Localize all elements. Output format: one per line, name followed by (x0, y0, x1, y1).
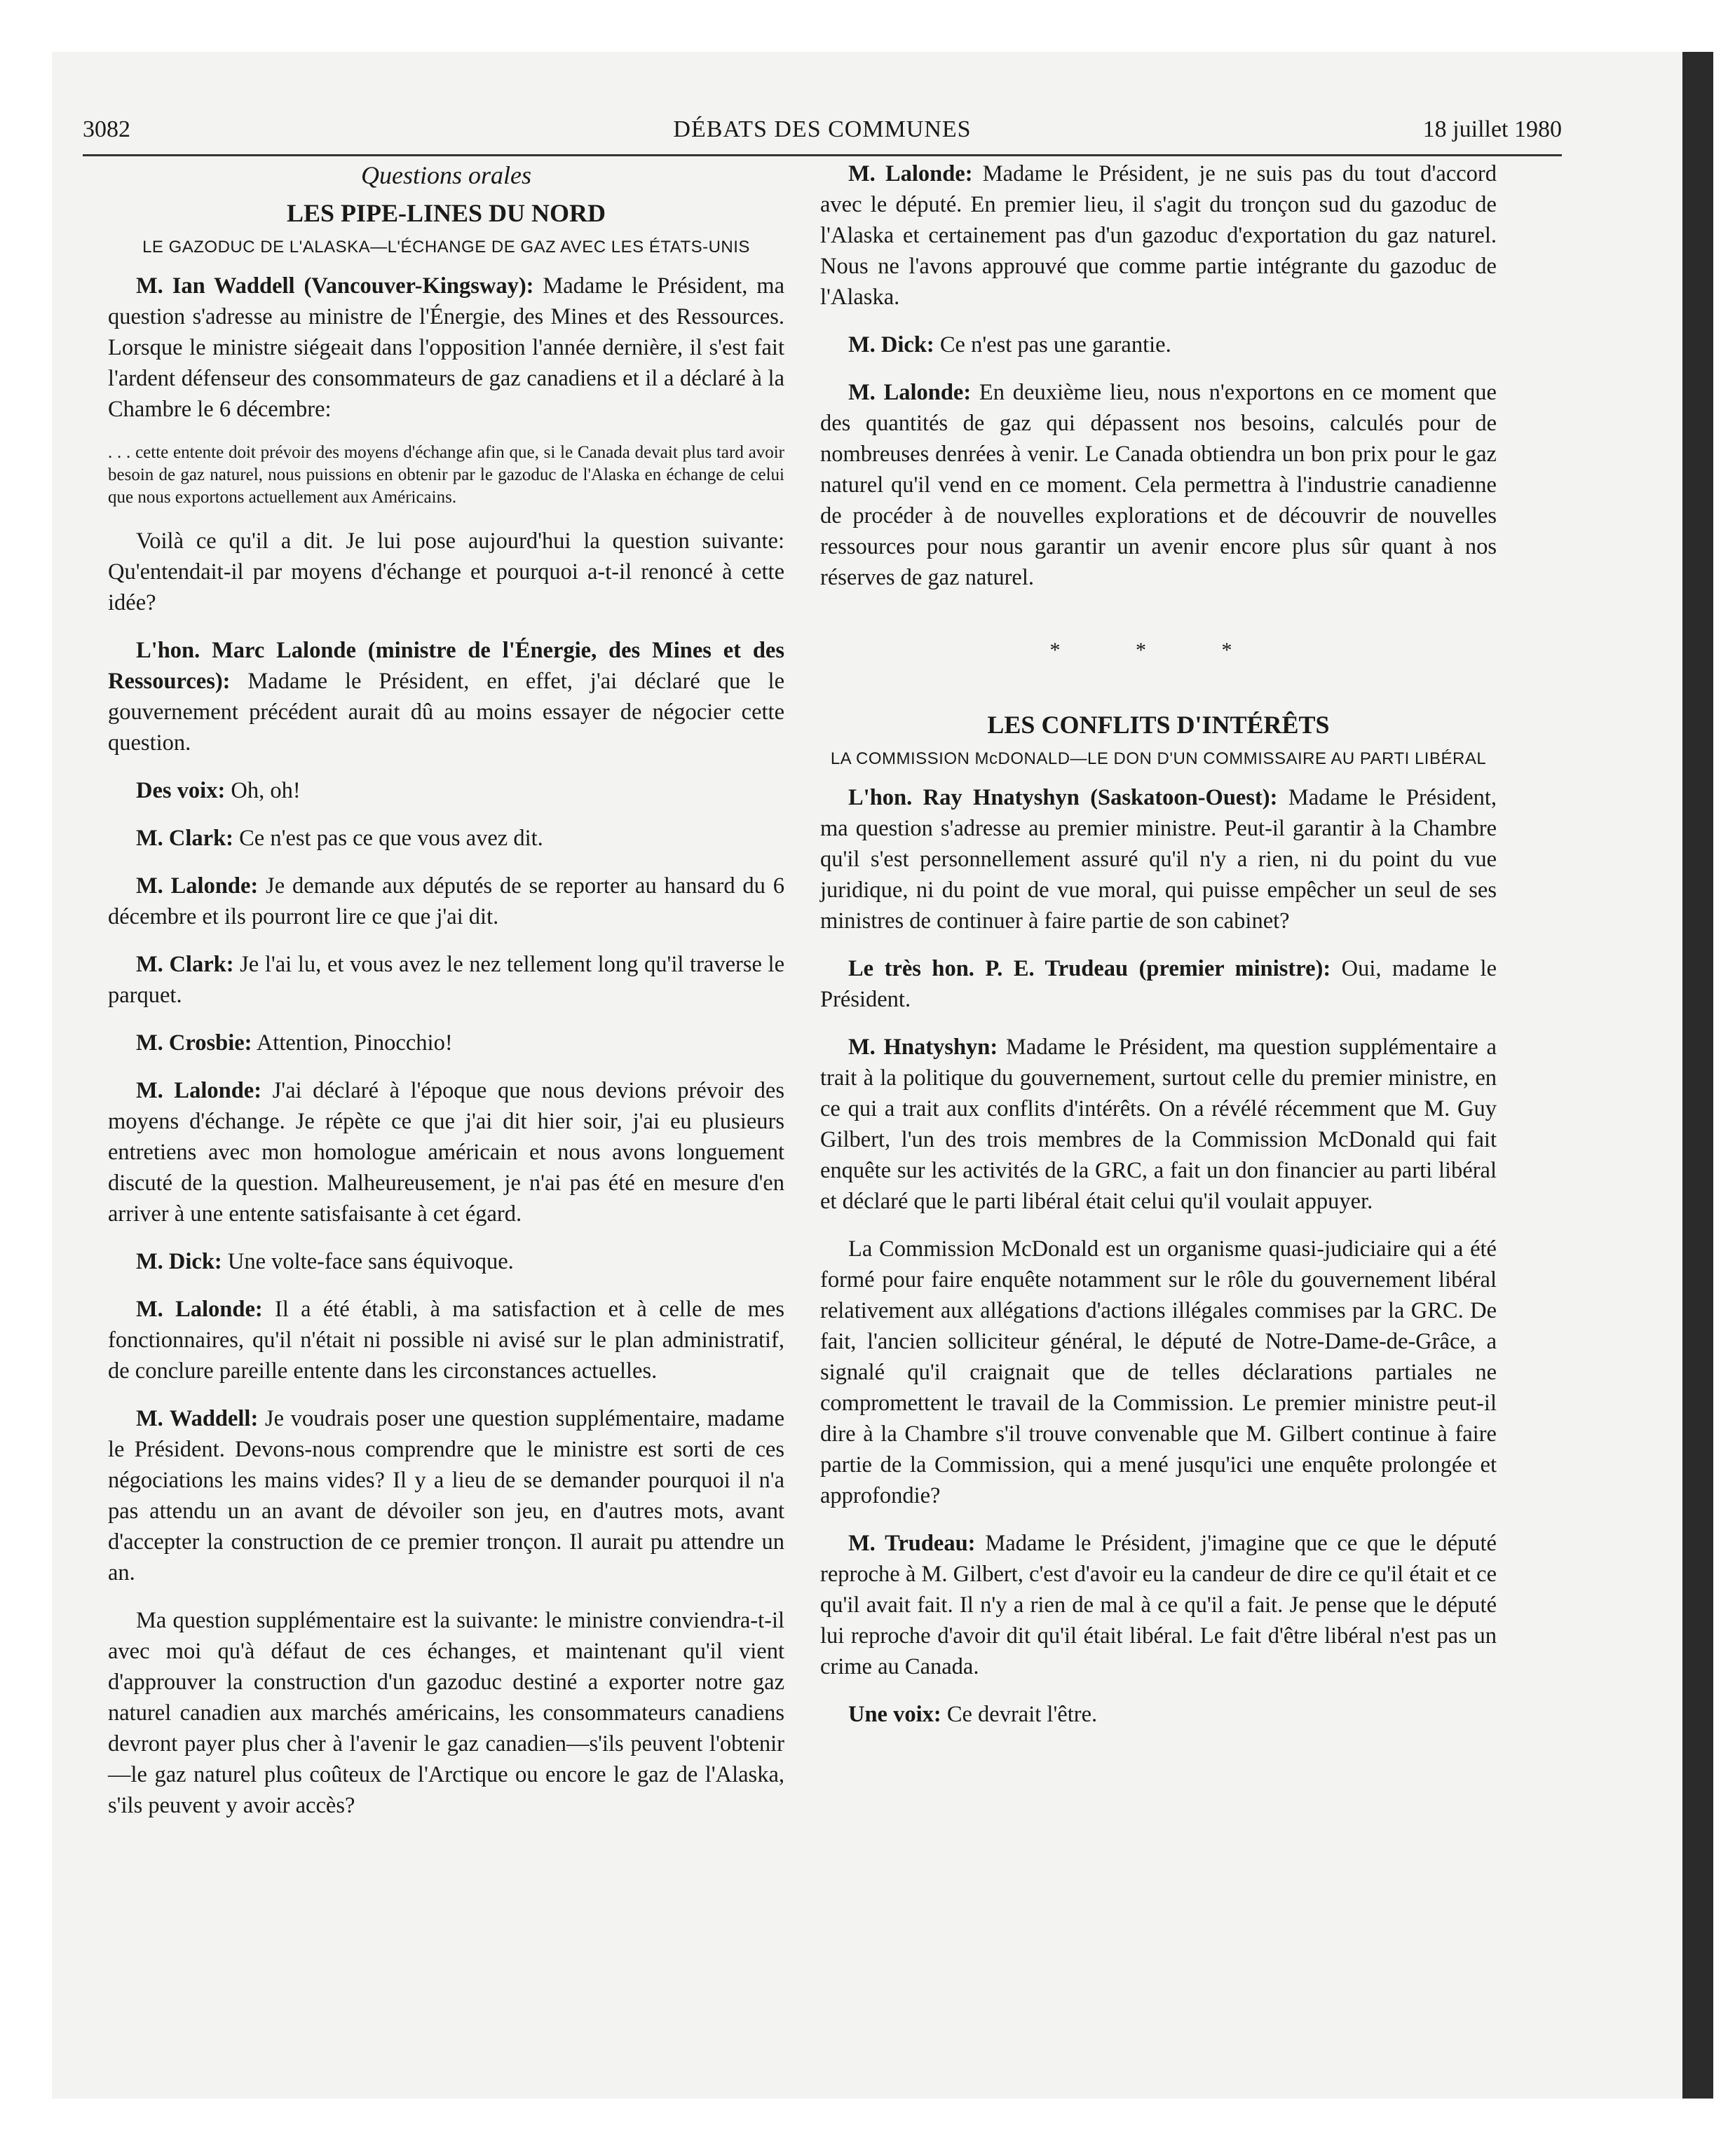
speaker: L'hon. Ray Hnatyshyn (Saskatoon-Ouest): (848, 785, 1278, 810)
speech-paragraph (108, 1605, 784, 1821)
speech-paragraph (108, 1246, 784, 1277)
scan-edge-bar (1682, 52, 1713, 2099)
speech-paragraph (820, 953, 1497, 1015)
speaker: M. Hnatyshyn: (848, 1035, 998, 1060)
speaker: Des voix: (136, 778, 226, 803)
speech-text: Madame le Président, ma question supplémentaire a trait à la politique du gouvernement, surtout celle du premier ministre, en ce qui a trait aux conflits d'intérêts. On a révélé récemment que M. Guy Gilbert, l'un des trois membres de la Commission McDonald qui fait enquête sur les activités de la GRC, a fait un don financier au parti libéral et déclaré que le parti libéral était celui qu'il voulait appuyer. (820, 1035, 1497, 1214)
quoted-passage: . . . cette entente doit prévoir des moyens d'échange afin que, si le Canada devait plus tard avoir besoin de gaz naturel, nous puissions en obtenir par le gazoduc de l'Alaska en échange de celui que nous exportons actuellement aux Américains. (108, 443, 784, 507)
section-label: Questions orales (361, 161, 531, 189)
speech-paragraph (820, 782, 1497, 936)
publication-title: DÉBATS DES COMMUNES (673, 116, 972, 142)
speech-text: Une volte-face sans équivoque. (222, 1249, 514, 1274)
speech-paragraph (820, 1032, 1497, 1217)
speech-text: Je demande aux députés de se reporter au hansard du 6 décembre et ils pourront lire ce que j'ai dit. (108, 873, 785, 929)
speaker: M. Waddell: (136, 1406, 259, 1431)
speech-text: Madame le Président, j'imagine que ce que le député reproche à M. Gilbert, c'est d'avoir eu la candeur de dire ce qu'il était et ce qu'il avait fait. Il n'y a rien de mal à ce qu'il a fait. Je pense que le député lui reproche d'avoir dit qu'il était libéral. Le fait d'être libéral n'est pas un crime au Canada. (820, 1531, 1497, 1679)
speech-text: Madame le Président, je ne suis pas du tout d'accord avec le député. En premier lieu, il s'agit du tronçon sud du gazoduc de l'Alaska et certainement pas d'un gazoduc d'exportation du gaz naturel. Nous ne l'avons approuvé que comme partie intégrante du gazoduc de l'Alaska. (820, 161, 1497, 310)
speech-paragraph (820, 1234, 1497, 1511)
speech-text: Madame le Président, en effet, j'ai déclaré que le gouvernement précédent aurait dû au moins essayer de négocier cette question. (108, 669, 784, 756)
speech-paragraph (108, 1028, 784, 1058)
section-title: LES PIPE-LINES DU NORD (286, 199, 606, 227)
speech-text: Ce devrait l'être. (941, 1702, 1098, 1727)
speech-text: Madame le Président, ma question s'adresse au ministre de l'Énergie, des Mines et des Ressources. Lorsque le ministre siégeait dans l'opposition l'année dernière, il s'est fait l'ardent défenseur des consommateurs de gaz canadiens et il a déclaré à la Chambre le 6 décembre: (108, 273, 784, 422)
speaker: M. Lalonde: (848, 380, 972, 405)
speech-paragraph (108, 635, 784, 758)
speaker: M. Lalonde: (136, 1078, 262, 1103)
section-separator: * * * (1049, 639, 1267, 662)
page-number: 3082 (83, 116, 130, 142)
speaker: M. Ian Waddell (Vancouver-Kingsway): (136, 273, 534, 299)
speech-paragraph (108, 871, 784, 932)
speech-text: Ma question supplémentaire est la suivante: le ministre conviendra-t-il avec moi qu'à défaut de ces échanges, et maintenant qu'il vient d'approuver la construction d'un gazoduc destiné a exporter notre gaz naturel canadien aux marchés américains, les consommateurs canadiens devront payer plus cher à l'avenir le gaz canadien—s'ils peuvent l'obtenir—le gaz naturel plus coûteux de l'Arctique ou encore le gaz de l'Alaska, s'ils peuvent y avoir accès? (108, 1608, 784, 1818)
speech-paragraph (108, 949, 784, 1011)
speaker: M. Dick: (136, 1249, 222, 1274)
page-header (83, 112, 1562, 156)
speaker: M. Lalonde: (848, 161, 973, 186)
speaker: M. Dick: (848, 332, 934, 357)
speech-paragraph (820, 329, 1497, 360)
section-title: LES CONFLITS D'INTÉRÊTS (987, 711, 1330, 739)
page-date: 18 juillet 1980 (1422, 116, 1562, 142)
speech-text: Attention, Pinocchio! (252, 1030, 453, 1056)
speaker: M. Lalonde: (136, 873, 259, 899)
speech-paragraph (820, 158, 1497, 313)
speaker: Le très hon. P. E. Trudeau (premier ministre): (848, 956, 1331, 981)
speaker: M. Lalonde: (136, 1297, 263, 1322)
speech-text: Madame le Président, ma question s'adresse au premier ministre. Peut-il garantir à la Chambre qu'il s'est personnellement assuré qu'il n'y a rien, ni du point du vue juridique, ni du point de vue moral, qui puisse empêcher un seul de ses ministres de continuer à faire partie de son cabinet? (820, 785, 1497, 934)
speech-text: Oui, madame le Président. (820, 956, 1497, 1012)
speech-paragraph (108, 526, 784, 618)
right-column (820, 158, 1497, 1747)
speech-paragraph (108, 1403, 784, 1588)
speech-text: Je voudrais poser une question supplémentaire, madame le Président. Devons-nous comprendre que le ministre est sorti de ces négociations les mains vides? Il y a lieu de se demander pourquoi il n'a pas attendu un an avant de dévoiler son jeu, en d'autres mots, avant d'accepter la construction de ce premier tronçon. Il aurait pu attendre un an. (108, 1406, 784, 1585)
speech-text: J'ai déclaré à l'époque que nous devions prévoir des moyens d'échange. Je répète ce que j'ai dit hier soir, j'ai eu plusieurs entretiens avec mon homologue américain et nous avons longuement discuté de la question. Malheureusement, je n'ai pas été en mesure d'en arriver à une entente satisfaisante à cet égard. (108, 1078, 784, 1227)
speech-text: Ce n'est pas ce que vous avez dit. (233, 826, 543, 851)
speaker: L'hon. Marc Lalonde (ministre de l'Énergie, des Mines et des Ressources): (108, 638, 784, 694)
speech-paragraph (108, 271, 784, 425)
speech-paragraph (108, 775, 784, 806)
speaker: Une voix: (848, 1702, 941, 1727)
left-column (108, 158, 784, 1838)
speech-text: Il a été établi, à ma satisfaction et à celle de mes fonctionnaires, qu'il n'était ni possible ni avisé sur le plan administratif, de conclure pareille entente dans les circonstances actuelles. (108, 1297, 785, 1384)
speech-text: Oh, oh! (225, 778, 301, 803)
speaker: M. Clark: (136, 952, 234, 977)
section-subtitle: LA COMMISSION McDONALD—LE DON D'UN COMMISSAIRE AU PARTI LIBÉRAL (830, 749, 1487, 768)
speech-paragraph (108, 1075, 784, 1229)
speaker: M. Crosbie: (136, 1030, 252, 1056)
speech-text: Je l'ai lu, et vous avez le nez tellement long qu'il traverse le parquet. (108, 952, 784, 1008)
speech-paragraph (108, 823, 784, 854)
speaker: M. Clark: (136, 826, 233, 851)
speaker: M. Trudeau: (848, 1531, 976, 1556)
speech-paragraph (820, 1528, 1497, 1682)
speech-text: En deuxième lieu, nous n'exportons en ce moment que des quantités de gaz qui dépassent nos besoins, calculés pour de nombreuses denrées à venir. Le Canada obtiendra un bon prix pour le gaz naturel qu'il vend en ce moment. Cela permettra à l'industrie canadienne de procéder à de nouvelles explorations et de découvrir de nouvelles ressources pour nous garantir un avenir encore plus sûr quant à nos réserves de gaz naturel. (820, 380, 1497, 590)
speech-paragraph (820, 1699, 1497, 1730)
section-subtitle: LE GAZODUC DE L'ALASKA—L'ÉCHANGE DE GAZ AVEC LES ÉTATS-UNIS (142, 238, 750, 257)
speech-text: La Commission McDonald est un organisme quasi-judiciaire qui a été formé pour faire enquête notamment sur le rôle du gouvernement libéral relativement aux allégations d'actions illégales commises par la GRC. De fait, l'ancien solliciteur général, le député de Notre-Dame-de-Grâce, a signalé qu'il craignait que de telles déclarations partiales ne compromettent le travail de la Commission. Le premier ministre peut-il dire à la Chambre s'il trouve convenable que M. Gilbert continue à faire partie de la Commission, qui a mené jusqu'ici une enquête prolongée et approfondie? (820, 1236, 1497, 1508)
speech-paragraph (820, 377, 1497, 593)
speech-paragraph (108, 1294, 784, 1386)
speech-text: Voilà ce qu'il a dit. Je lui pose aujourd'hui la question suivante: Qu'entendait-il par moyens d'échange et pourquoi a-t-il renoncé à cette idée? (108, 528, 784, 615)
speech-text: Ce n'est pas une garantie. (934, 332, 1171, 357)
